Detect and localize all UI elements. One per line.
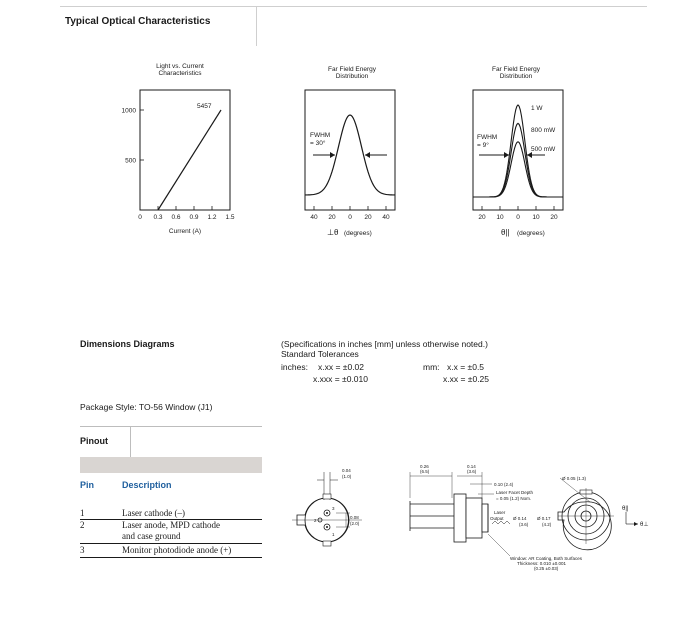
side-phi2-mm: (4.2) [542, 522, 552, 527]
side-facet-label: Laser Facet Depth [496, 490, 534, 495]
chart3-xtick-label: 0 [516, 214, 520, 221]
chart1-xtick-label: 1.5 [225, 214, 235, 221]
chart1-xtick-label: 0 [138, 214, 142, 221]
chart3-fwhm-label: FWHM [477, 134, 498, 141]
mm-xx: x.xx = ±0.25 [443, 374, 490, 384]
chart2-frame [305, 90, 395, 210]
side-d2: 0.14 [467, 464, 476, 469]
side-phi1-mm: (3.6) [519, 522, 529, 527]
chart3-label-800mw: 800 mW [531, 127, 556, 134]
front-dim-side-mm: (2.0) [350, 521, 360, 526]
chart3-xtick-label: 20 [478, 214, 486, 221]
chart3-title-line2: Distribution [499, 73, 533, 80]
chart1-frame [140, 90, 230, 210]
chart1-y-ticks [122, 108, 144, 165]
chart1-x-ticks [138, 206, 235, 221]
chart2-fwhm-label: FWHM [310, 132, 331, 139]
side-d2-mm: (3.6) [467, 469, 477, 474]
pin-row-1-num: 1 [80, 508, 85, 518]
top-theta-perp: θ⊥ [640, 522, 649, 528]
chart3-label-1w: 1 W [531, 105, 543, 112]
side-d1: 0.26 [420, 464, 429, 469]
side-facet-value: = 0.05 (1.2) Nom. [496, 496, 532, 501]
header-divider [256, 6, 257, 46]
chart1-title [140, 63, 220, 77]
pin-row-3-desc: Monitor photodiode anode (+) [122, 545, 232, 555]
chart2-xtick-label: 40 [382, 214, 390, 221]
chart3-xtick-label: 10 [496, 214, 504, 221]
pinout-band [80, 457, 262, 473]
chart1-series-label: 5457 [197, 103, 212, 110]
chart3-xtick-label: 20 [550, 214, 558, 221]
pin-rule-2 [80, 543, 262, 544]
front-pin1: 1 [332, 532, 335, 537]
chart1-xtick-label: 0.9 [189, 214, 199, 221]
chart3-title-line1: Far Field Energy [491, 66, 541, 73]
inches-label: inches: [281, 362, 308, 372]
spec-block [281, 339, 581, 359]
chart2-xtick-label: 0 [348, 214, 352, 221]
pin-row-2-desc2: and case ground [122, 531, 181, 541]
pin-row-2-num: 2 [80, 520, 85, 530]
section-title: Typical Optical Characteristics [65, 16, 211, 27]
pin-row-1-desc: Laser cathode (–) [122, 508, 185, 518]
chart3-farfield-par [465, 85, 575, 240]
side-laser-output: Laser [494, 510, 506, 515]
pin-rule-3 [80, 557, 262, 558]
chart3-fwhm-value: = 9° [477, 142, 489, 149]
chart1-xlabel: Current (A) [168, 228, 202, 235]
side-laser-output2: Output [490, 516, 504, 521]
top-diameter: Ø 0.05 (1.3) [562, 476, 587, 481]
side-window-note: Window: AR Coating, Both Surfaces [510, 556, 583, 561]
chart2-farfield-perp [295, 85, 410, 240]
chart2-title-line2: Distribution [335, 73, 369, 80]
pin-row-2-desc: Laser anode, MPD cathode [122, 520, 220, 530]
top-view [558, 476, 649, 550]
side-phi1: Ø 0.14 [513, 516, 527, 521]
spec-note: (Specifications in inches [mm] unless otherwise noted.) [281, 339, 488, 349]
chart1-xtick-label: 0.6 [171, 214, 181, 221]
side-thickness-mm: (0.25 ±0.03) [534, 566, 559, 571]
inches-xx: x.xx = ±0.02 [318, 362, 365, 372]
chart3-xlabel: (degrees) [517, 230, 545, 237]
package-style: Package Style: TO-56 Window (J1) [80, 402, 213, 412]
inches-xxx: x.xxx = ±0.010 [313, 374, 368, 384]
chart2-xtick-label: 20 [364, 214, 372, 221]
dimensions-title: Dimensions Diagrams [80, 339, 175, 349]
chart3-label-500mw: 500 mW [531, 146, 556, 153]
mm-x: x.x = ±0.5 [447, 362, 485, 372]
header-rule [60, 6, 647, 7]
chart2-title-line1: Far Field Energy [327, 66, 377, 73]
side-d1-mm: (6.5) [420, 469, 430, 474]
tolerance-title: Standard Tolerances [281, 349, 359, 359]
chart1-lvi [110, 80, 240, 240]
chart2-x-ticks [310, 206, 390, 221]
dimension-drawing [272, 460, 672, 580]
side-view [410, 464, 583, 571]
front-dim-top: 0.04 [342, 468, 351, 473]
chart2-arrowhead-right [365, 152, 370, 158]
pinout-col-pin: Pin [80, 480, 95, 490]
front-dim-side: 0.08 [350, 515, 359, 520]
chart2-xlabel: (degrees) [344, 230, 372, 237]
chart3-xtick-label: 10 [532, 214, 540, 221]
chart2-fwhm-value: = 30° [310, 140, 326, 147]
front-pin2: 2 [314, 518, 317, 523]
side-phi2: Ø 0.17 [537, 516, 551, 521]
chart3-xlabel-symbol: θ|| [501, 228, 510, 237]
mm-label: mm: [423, 362, 440, 372]
chart1-ytick-label: 500 [125, 157, 136, 165]
chart2-xtick-label: 20 [328, 214, 336, 221]
front-view [292, 468, 362, 546]
chart1-title-line2: Characteristics [158, 70, 202, 77]
chart1-series-line [158, 110, 221, 210]
front-dim-top-mm: (1.0) [342, 474, 352, 479]
chart1-title-line1: Light vs. Current [156, 63, 204, 70]
pin-row-3-num: 3 [80, 545, 85, 555]
chart1-ytick-label: 1000 [121, 107, 136, 115]
pinout-title: Pinout [80, 436, 108, 446]
chart3-x-ticks [478, 206, 558, 221]
side-d3: 0.10 (2.4) [494, 482, 514, 487]
chart1-xtick-label: 1.2 [207, 214, 217, 221]
front-pin3: 3 [332, 506, 335, 511]
chart2-arrowhead-left [330, 152, 335, 158]
chart2-xlabel-symbol: ⊥θ [327, 228, 339, 237]
pinout-col-desc: Description [122, 480, 172, 490]
chart3-title [476, 66, 556, 80]
chart3-arrowhead-left [504, 152, 509, 158]
pinout-top-rule [80, 426, 262, 427]
side-thickness: Thickness: 0.010 ±0.001 [517, 561, 566, 566]
chart2-title [312, 66, 392, 80]
top-theta-par: θ|| [622, 506, 629, 512]
chart2-xtick-label: 40 [310, 214, 318, 221]
chart1-xtick-label: 0.3 [153, 214, 163, 221]
